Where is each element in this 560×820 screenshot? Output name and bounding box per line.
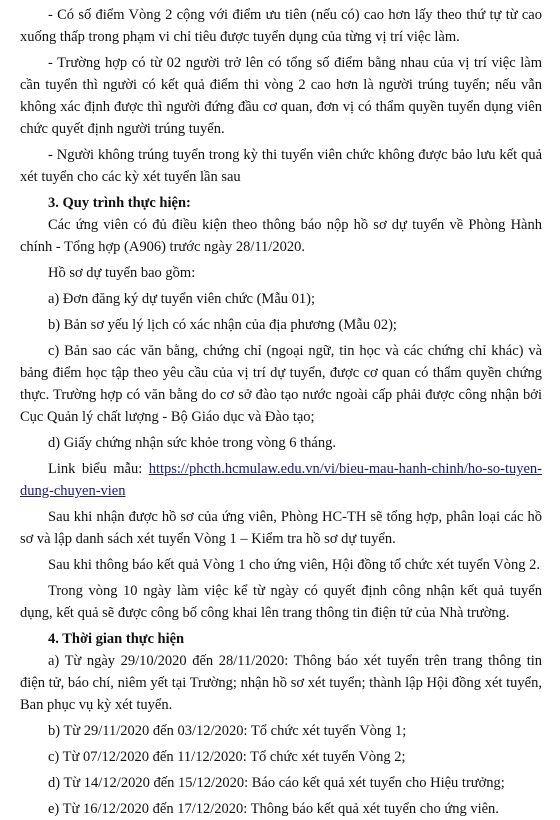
criteria-paragraph-2: - Trường hợp có từ 02 người trở lên có tổng số điểm bằng nhau của vị trí việc làm cần tuyển thì người có kết quả điểm thi vòng 2 cao hơn là người trúng tuyển; nếu vẫn không xác định được thì người đứng đầu cơ quan, đơn vị có thẩm quyền tuyển dụng viên chức quyết định người trúng tuyển. [20, 55, 542, 137]
sec3-item-c: c) Bản sao các văn bằng, chứng chỉ (ngoại ngữ, tin học và các chứng chỉ khác) và bảng điểm học tập theo yêu cầu của vị trí dự tuyển, được cơ quan có thẩm quyền chứng thực. Trường hợp có văn bằng do cơ sở đào tạo nước ngoài cấp phải được công nhận bởi Cục Quản lý chất lượng - Bộ Giáo dục và Đào tạo; [20, 343, 542, 425]
criteria-paragraph-3: - Người không trúng tuyển trong kỳ thi tuyển viên chức không được bảo lưu kết quả xét tuyển cho các kỳ xét tuyển lần sau [20, 147, 542, 185]
sec3-link-paragraph [20, 458, 542, 502]
sec3-item-b: b) Bản sơ yếu lý lịch có xác nhận của địa phương (Mẫu 02); [48, 317, 397, 333]
sec3-review-paragraph: Sau khi nhận được hồ sơ của ứng viên, Phòng HC-TH sẽ tổng hợp, phân loại các hồ sơ và lập danh sách xét tuyển Vòng 1 – Kiểm tra hồ sơ dự tuyển. [20, 509, 542, 547]
section-4-heading: 4. Thời gian thực hiện [48, 631, 185, 647]
form-link[interactable]: https://phcth.hcmulaw.edu.vn/vi/bieu-mau-hanh-chinh/ho-so-tuyen-dung-chuyen-vien [20, 461, 542, 499]
sec3-item-a: a) Đơn đăng ký dự tuyển viên chức (Mẫu 01); [48, 291, 315, 307]
section-3-heading: 3. Quy trình thực hiện: [48, 195, 191, 211]
sec4-item-e: e) Từ 16/12/2020 đến 17/12/2020: Thông báo kết quả xét tuyển cho ứng viên. [48, 801, 499, 817]
link-label: Link biểu mẫu: [48, 461, 143, 477]
sec3-docs-title: Hồ sơ dự tuyển bao gồm: [48, 265, 196, 281]
criteria-paragraph-1: - Có số điểm Vòng 2 cộng với điểm ưu tiên (nếu có) cao hơn lấy theo thứ tự từ cao xuống thấp trong phạm vi chỉ tiêu được tuyển dụng của từng vị trí việc làm. [20, 7, 542, 45]
sec3-round2-paragraph: Sau khi thông báo kết quả Vòng 1 cho ứng viên, Hội đồng tổ chức xét tuyển Vòng 2. [48, 557, 541, 573]
sec4-item-a: a) Từ ngày 29/10/2020 đến 28/11/2020: Thông báo xét tuyển trên trang thông tin điện tử, báo chí, niêm yết tại Trường; nhận hồ sơ xét tuyển; thành lập Hội đồng xét tuyển, Ban phục vụ kỳ xét tuyển. [20, 653, 542, 713]
sec3-publish-paragraph: Trong vòng 10 ngày làm việc kể từ ngày có quyết định công nhận kết quả tuyển dụng, kết quả sẽ được công bố công khai lên trang thông tin điện tử của Nhà trường. [20, 583, 542, 621]
sec3-intro: Các ứng viên có đủ điều kiện theo thông báo nộp hồ sơ dự tuyển về Phòng Hành chính - Tổng hợp (A906) trước ngày 28/11/2020. [20, 217, 542, 255]
sec4-item-b: b) Từ 29/11/2020 đến 03/12/2020: Tổ chức xét tuyển Vòng 1; [48, 723, 407, 739]
sec4-item-c: c) Từ 07/12/2020 đến 11/12/2020: Tổ chức xét tuyển Vòng 2; [48, 749, 406, 765]
sec4-item-d: d) Từ 14/12/2020 đến 15/12/2020: Báo cáo kết quả xét tuyển cho Hiệu trưởng; [48, 775, 505, 791]
sec3-item-d: d) Giấy chứng nhận sức khỏe trong vòng 6 tháng. [48, 435, 336, 451]
